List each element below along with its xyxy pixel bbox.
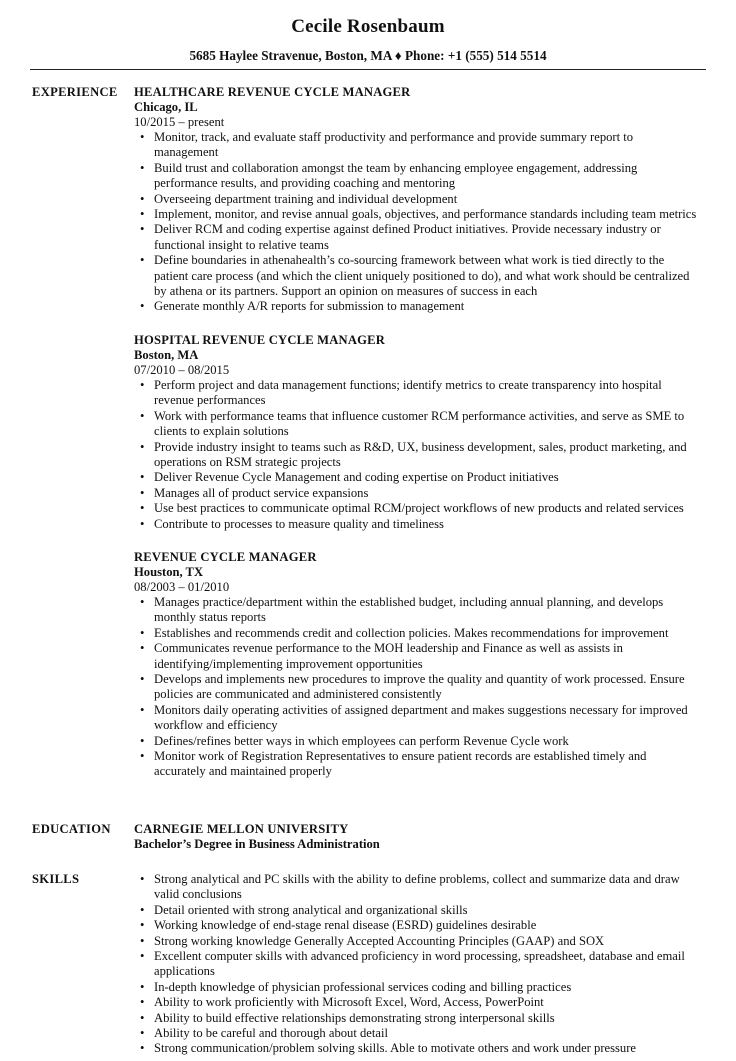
- skill-item: • Ability to be careful and thorough about detail: [134, 1026, 700, 1041]
- bullet-item: • Monitors daily operating activities of assigned department and makes suggestions necessary for improved workflow and efficiency: [134, 703, 700, 734]
- bullet-item: • Perform project and data management functions; identify metrics to create transparency into hospital revenue performances: [134, 378, 700, 409]
- bullet-item: • Define boundaries in athenahealth’s co-sourcing framework between what work is tied directly to the patient care process (and which the client uniquely positioned to do), and what work should be centralized by athena or its partners. Support an opinion on measures of success in each: [134, 253, 700, 299]
- skills-list: [134, 872, 700, 1057]
- experience-label: EXPERIENCE: [32, 85, 118, 99]
- skill-item: • Working knowledge of end-stage renal disease (ESRD) guidelines desirable: [134, 918, 700, 933]
- experience-content: [134, 85, 700, 780]
- skill-item: • Strong working knowledge Generally Accepted Accounting Principles (GAAP) and SOX: [134, 934, 700, 949]
- bullet-item: • Deliver Revenue Cycle Management and coding expertise on Product initiatives: [134, 470, 700, 485]
- bullet-item: • Work with performance teams that influence customer RCM performance activities, and serve as SME to clients to explain solutions: [134, 409, 700, 440]
- bullet-item: • Generate monthly A/R reports for submission to management: [134, 299, 700, 314]
- bullet-item: • Establishes and recommends credit and collection policies. Makes recommendations for improvement: [134, 626, 700, 641]
- skill-item: • Detail oriented with strong analytical and organizational skills: [134, 903, 700, 918]
- bullet-item: • Monitor work of Registration Representatives to ensure patient records are established timely and accurately and maintained properly: [134, 749, 700, 780]
- bullet-item: • Provide industry insight to teams such as R&D, UX, business development, sales, product marketing, and operations on RSM strategic projects: [134, 440, 700, 471]
- job-entry: [134, 550, 700, 780]
- skill-item: • Excellent computer skills with advanced proficiency in word processing, spreadsheet, database and email applications: [134, 949, 700, 980]
- job-location: Boston, MA: [134, 348, 199, 363]
- skill-item: • Strong communication/problem solving skills. Able to motivate others and work under pressure: [134, 1041, 700, 1056]
- bullet-item: • Build trust and collaboration amongst the team by enhancing employee engagement, addressing performance results, and providing coaching and mentoring: [134, 161, 700, 192]
- job-entry: [134, 85, 700, 315]
- bullet-item: • Use best practices to communicate optimal RCM/project workflows of new products and related services: [134, 501, 700, 516]
- job-location: Chicago, IL: [134, 100, 198, 115]
- bullet-item: • Contribute to processes to measure quality and timeliness: [134, 517, 700, 532]
- job-bullets: [134, 378, 700, 532]
- job-bullets: [134, 130, 700, 315]
- bullet-item: • Defines/refines better ways in which employees can perform Revenue Cycle work: [134, 734, 700, 749]
- job-dates: 07/2010 – 08/2015: [134, 362, 230, 377]
- job-location: Houston, TX: [134, 565, 204, 580]
- job-title: HOSPITAL REVENUE CYCLE MANAGER: [134, 332, 386, 347]
- contact-line: 5685 Haylee Stravenue, Boston, MA ♦ Phone: +1 (555) 514 5514: [189, 48, 547, 63]
- skill-item: • Strong analytical and PC skills with the ability to define problems, collect and summarize data and draw valid conclusions: [134, 872, 700, 903]
- bullet-item: • Implement, monitor, and revise annual goals, objectives, and performance standards including team metrics: [134, 207, 700, 222]
- education-label: EDUCATION: [32, 822, 111, 836]
- skills-content: [134, 872, 700, 1057]
- bullet-item: • Develops and implements new procedures to improve the quality and quantity of work processed. Ensure policies are communicated and administered consistently: [134, 672, 700, 703]
- bullet-item: • Monitor, track, and evaluate staff productivity and performance and provide summary report to management: [134, 130, 700, 161]
- job-bullets: [134, 595, 700, 780]
- job-title: REVENUE CYCLE MANAGER: [134, 549, 317, 564]
- job-title: HEALTHCARE REVENUE CYCLE MANAGER: [134, 85, 411, 99]
- job-dates: 10/2015 – present: [134, 114, 225, 129]
- skill-item: • Ability to build effective relationships demonstrating strong interpersonal skills: [134, 1011, 700, 1026]
- skill-item: • Ability to work proficiently with Microsoft Excel, Word, Access, PowerPoint: [134, 995, 700, 1010]
- school-name: CARNEGIE MELLON UNIVERSITY: [134, 822, 349, 836]
- bullet-item: • Overseeing department training and individual development: [134, 192, 700, 207]
- bullet-item: • Manages all of product service expansions: [134, 486, 700, 501]
- candidate-name: Cecile Rosenbaum: [291, 16, 445, 37]
- skills-label: SKILLS: [32, 872, 80, 886]
- education-content: [134, 822, 700, 852]
- degree: Bachelor’s Degree in Business Administration: [134, 837, 380, 852]
- bullet-item: • Manages practice/department within the established budget, including annual planning, and develops monthly status reports: [134, 595, 700, 626]
- job-entry: [134, 333, 700, 532]
- bullet-item: • Deliver RCM and coding expertise against defined Product initiatives. Provide necessary industry or functional insight to relative teams: [134, 222, 700, 253]
- bullet-item: • Communicates revenue performance to the MOH leadership and Finance as well as assists in identifying/implementing improvement opportunities: [134, 641, 700, 672]
- header-divider: [30, 69, 706, 70]
- skill-item: • In-depth knowledge of physician professional services coding and billing practices: [134, 980, 700, 995]
- job-dates: 08/2003 – 01/2010: [134, 579, 230, 594]
